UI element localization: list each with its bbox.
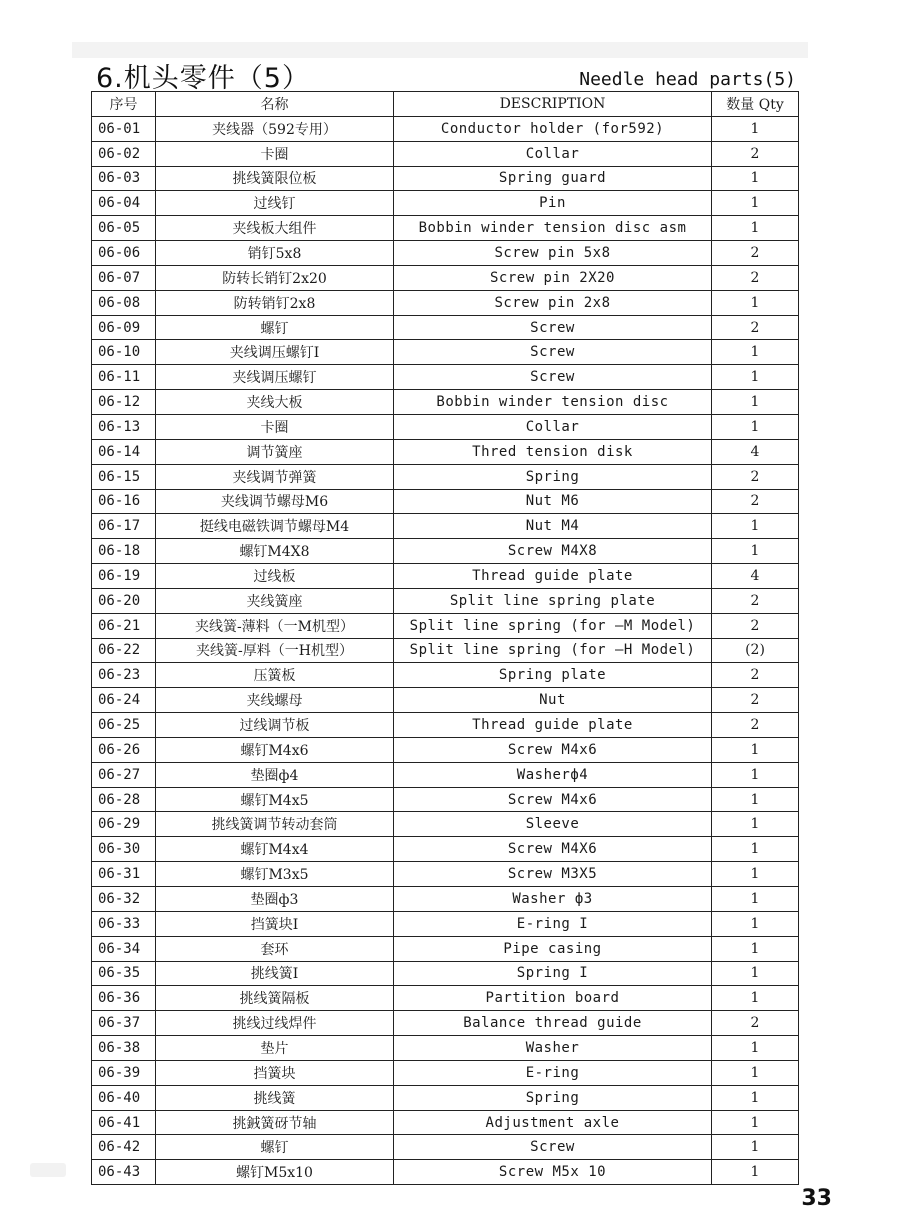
cell-description: Screw M3X5 <box>394 862 712 887</box>
cell-quantity: 1 <box>712 1110 799 1135</box>
cell-part-name: 夹线螺母 <box>156 688 394 713</box>
table-row <box>92 1011 799 1036</box>
cell-part-number: 06-28 <box>92 787 156 812</box>
cell-description: E-ring <box>394 1060 712 1085</box>
cell-description: Pipe casing <box>394 936 712 961</box>
cell-part-number: 06-27 <box>92 762 156 787</box>
column-header-number: 序号 <box>92 92 156 117</box>
table-row <box>92 887 799 912</box>
cell-quantity: 2 <box>712 688 799 713</box>
cell-part-number: 06-15 <box>92 464 156 489</box>
cell-part-name: 卡圈 <box>156 141 394 166</box>
cell-part-name: 螺钉 <box>156 1135 394 1160</box>
cell-quantity: 1 <box>712 514 799 539</box>
cell-description: Split line spring (for —M Model) <box>394 613 712 638</box>
cell-quantity: 2 <box>712 141 799 166</box>
cell-part-number: 06-02 <box>92 141 156 166</box>
cell-description: Screw pin 2X20 <box>394 265 712 290</box>
cell-part-number: 06-17 <box>92 514 156 539</box>
column-header-name: 名称 <box>156 92 394 117</box>
table-row <box>92 911 799 936</box>
cell-quantity: 4 <box>712 564 799 589</box>
cell-quantity: 1 <box>712 166 799 191</box>
cell-quantity: 1 <box>712 812 799 837</box>
table-row <box>92 390 799 415</box>
cell-description: Bobbin winder tension disc <box>394 390 712 415</box>
cell-quantity: 2 <box>712 489 799 514</box>
cell-part-name: 挑线簧限位板 <box>156 166 394 191</box>
cell-description: Thread guide plate <box>394 564 712 589</box>
table-row <box>92 862 799 887</box>
cell-quantity: 2 <box>712 588 799 613</box>
cell-quantity: 2 <box>712 241 799 266</box>
cell-part-number: 06-37 <box>92 1011 156 1036</box>
cell-part-name: 套环 <box>156 936 394 961</box>
cell-part-number: 06-39 <box>92 1060 156 1085</box>
table-row <box>92 191 799 216</box>
cell-part-name: 螺钉M4x5 <box>156 787 394 812</box>
cell-part-number: 06-43 <box>92 1160 156 1185</box>
cell-quantity: 1 <box>712 1036 799 1061</box>
cell-part-number: 06-12 <box>92 390 156 415</box>
column-header-quantity: 数量 Qty <box>712 92 799 117</box>
cell-description: Balance thread guide <box>394 1011 712 1036</box>
cell-part-number: 06-18 <box>92 539 156 564</box>
cell-description: Screw <box>394 340 712 365</box>
cell-quantity: 1 <box>712 539 799 564</box>
cell-part-number: 06-31 <box>92 862 156 887</box>
cell-part-number: 06-09 <box>92 315 156 340</box>
cell-quantity: 1 <box>712 340 799 365</box>
table-row <box>92 688 799 713</box>
cell-description: Split line spring plate <box>394 588 712 613</box>
cell-part-number: 06-26 <box>92 737 156 762</box>
cell-quantity: 2 <box>712 713 799 738</box>
cell-quantity: 1 <box>712 961 799 986</box>
table-row <box>92 564 799 589</box>
table-row <box>92 787 799 812</box>
cell-quantity: 2 <box>712 663 799 688</box>
cell-part-number: 06-38 <box>92 1036 156 1061</box>
cell-part-number: 06-22 <box>92 638 156 663</box>
cell-quantity: 1 <box>712 191 799 216</box>
cell-part-name: 夹线调节螺母M6 <box>156 489 394 514</box>
cell-description: Spring <box>394 464 712 489</box>
table-row <box>92 166 799 191</box>
cell-part-name: 夹线板大组件 <box>156 216 394 241</box>
cell-quantity: 1 <box>712 762 799 787</box>
cell-part-name: 挑线簧 <box>156 1085 394 1110</box>
cell-part-number: 06-01 <box>92 116 156 141</box>
table-row <box>92 514 799 539</box>
cell-quantity: 1 <box>712 1135 799 1160</box>
cell-part-number: 06-13 <box>92 414 156 439</box>
cell-part-number: 06-23 <box>92 663 156 688</box>
table-row <box>92 737 799 762</box>
section-title-chinese: 6.机头零件（5） <box>96 63 310 94</box>
cell-description: Screw M4x6 <box>394 787 712 812</box>
cell-part-name: 夹线调压螺钉I <box>156 340 394 365</box>
cell-part-name: 夹线簧座 <box>156 588 394 613</box>
cell-part-number: 06-07 <box>92 265 156 290</box>
table-row <box>92 588 799 613</box>
cell-description: Nut M6 <box>394 489 712 514</box>
cell-description: Spring <box>394 1085 712 1110</box>
cell-quantity: 2 <box>712 1011 799 1036</box>
cell-part-name: 挑线簧I <box>156 961 394 986</box>
cell-quantity: 1 <box>712 1085 799 1110</box>
cell-part-number: 06-33 <box>92 911 156 936</box>
cell-description: Washer <box>394 1036 712 1061</box>
cell-part-number: 06-34 <box>92 936 156 961</box>
cell-quantity: 1 <box>712 390 799 415</box>
cell-part-name: 垫圈ф3 <box>156 887 394 912</box>
cell-description: Split line spring (for —H Model) <box>394 638 712 663</box>
cell-quantity: 1 <box>712 216 799 241</box>
cell-quantity: 2 <box>712 464 799 489</box>
table-row <box>92 340 799 365</box>
cell-part-number: 06-08 <box>92 290 156 315</box>
table-row <box>92 414 799 439</box>
section-title-english: Needle head parts(5) <box>579 69 796 90</box>
cell-description: Spring plate <box>394 663 712 688</box>
cell-part-name: 螺钉 <box>156 315 394 340</box>
cell-part-number: 06-42 <box>92 1135 156 1160</box>
cell-description: Screw M4X8 <box>394 539 712 564</box>
page-number: 33 <box>801 1186 832 1211</box>
cell-part-name: 螺钉M3x5 <box>156 862 394 887</box>
cell-part-number: 06-03 <box>92 166 156 191</box>
table-row <box>92 762 799 787</box>
cell-description: Thred tension disk <box>394 439 712 464</box>
table-row <box>92 439 799 464</box>
table-row <box>92 1135 799 1160</box>
cell-part-name: 调节簧座 <box>156 439 394 464</box>
cell-description: Spring guard <box>394 166 712 191</box>
cell-part-number: 06-20 <box>92 588 156 613</box>
column-header-description: DESCRIPTION <box>394 92 712 117</box>
cell-description: Thread guide plate <box>394 713 712 738</box>
cell-part-name: 夹线簧-薄料（一M机型） <box>156 613 394 638</box>
cell-part-name: 螺钉M4X8 <box>156 539 394 564</box>
cell-part-number: 06-40 <box>92 1085 156 1110</box>
cell-description: Screw M5x 10 <box>394 1160 712 1185</box>
cell-part-name: 压簧板 <box>156 663 394 688</box>
cell-part-name: 夹线大板 <box>156 390 394 415</box>
cell-part-name: 挑线簧隔板 <box>156 986 394 1011</box>
cell-part-name: 挑线过线焊件 <box>156 1011 394 1036</box>
cell-description: E-ring I <box>394 911 712 936</box>
parts-table-body <box>92 116 799 1184</box>
table-row <box>92 986 799 1011</box>
table-row <box>92 365 799 390</box>
cell-part-number: 06-29 <box>92 812 156 837</box>
cell-part-number: 06-35 <box>92 961 156 986</box>
cell-description: Screw <box>394 1135 712 1160</box>
cell-quantity: 1 <box>712 414 799 439</box>
cell-description: Bobbin winder tension disc asm <box>394 216 712 241</box>
cell-quantity: 1 <box>712 1060 799 1085</box>
cell-description: Conductor holder (for592) <box>394 116 712 141</box>
table-row <box>92 1060 799 1085</box>
cell-description: Nut M4 <box>394 514 712 539</box>
table-row <box>92 837 799 862</box>
cell-part-name: 卡圈 <box>156 414 394 439</box>
cell-part-name: 夹线簧-厚料（一H机型） <box>156 638 394 663</box>
cell-part-number: 06-19 <box>92 564 156 589</box>
cell-quantity: 1 <box>712 1160 799 1185</box>
cell-part-name: 夹线器（592专用） <box>156 116 394 141</box>
table-row <box>92 1085 799 1110</box>
cell-part-name: 过线板 <box>156 564 394 589</box>
cell-quantity: 1 <box>712 936 799 961</box>
cell-part-name: 挺线电磁铁调节螺母M4 <box>156 514 394 539</box>
cell-quantity: 2 <box>712 315 799 340</box>
cell-part-name: 挑线簧调节转动套筒 <box>156 812 394 837</box>
cell-part-name: 防转销钉2x8 <box>156 290 394 315</box>
cell-quantity: 2 <box>712 613 799 638</box>
cell-quantity: 1 <box>712 887 799 912</box>
cell-part-number: 06-16 <box>92 489 156 514</box>
cell-part-name: 垫圈ф4 <box>156 762 394 787</box>
cell-part-number: 06-36 <box>92 986 156 1011</box>
cell-quantity: 1 <box>712 365 799 390</box>
cell-description: Screw M4X6 <box>394 837 712 862</box>
cell-part-name: 夹线调节弹簧 <box>156 464 394 489</box>
cell-part-name: 过线调节板 <box>156 713 394 738</box>
cell-part-number: 06-04 <box>92 191 156 216</box>
cell-quantity: 1 <box>712 290 799 315</box>
cell-part-name: 过线钉 <box>156 191 394 216</box>
cell-quantity: 2 <box>712 265 799 290</box>
cell-description: Screw M4x6 <box>394 737 712 762</box>
table-row <box>92 265 799 290</box>
table-row <box>92 936 799 961</box>
table-row <box>92 241 799 266</box>
cell-part-number: 06-05 <box>92 216 156 241</box>
cell-quantity: 1 <box>712 787 799 812</box>
table-row <box>92 713 799 738</box>
table-row <box>92 613 799 638</box>
cell-quantity: 4 <box>712 439 799 464</box>
cell-part-number: 06-32 <box>92 887 156 912</box>
cell-part-name: 挡簧块I <box>156 911 394 936</box>
cell-description: Spring I <box>394 961 712 986</box>
cell-description: Nut <box>394 688 712 713</box>
table-row <box>92 290 799 315</box>
cell-part-number: 06-06 <box>92 241 156 266</box>
cell-quantity: (2) <box>712 638 799 663</box>
table-row <box>92 663 799 688</box>
cell-part-number: 06-25 <box>92 713 156 738</box>
cell-part-name: 螺钉M4x4 <box>156 837 394 862</box>
table-row <box>92 1160 799 1185</box>
cell-description: Screw <box>394 365 712 390</box>
cell-part-number: 06-14 <box>92 439 156 464</box>
cell-description: Screw pin 5x8 <box>394 241 712 266</box>
cell-quantity: 1 <box>712 986 799 1011</box>
cell-description: Pin <box>394 191 712 216</box>
cell-description: Screw <box>394 315 712 340</box>
cell-description: Adjustment axle <box>394 1110 712 1135</box>
cell-description: Collar <box>394 141 712 166</box>
cell-part-number: 06-21 <box>92 613 156 638</box>
table-row <box>92 464 799 489</box>
cell-part-name: 夹线调压螺钉 <box>156 365 394 390</box>
cell-quantity: 1 <box>712 837 799 862</box>
cell-part-name: 螺钉M4x6 <box>156 737 394 762</box>
cell-part-name: 防转长销钉2x20 <box>156 265 394 290</box>
cell-part-number: 06-11 <box>92 365 156 390</box>
cell-part-number: 06-41 <box>92 1110 156 1135</box>
cell-part-name: 挑銊簧砑节轴 <box>156 1110 394 1135</box>
cell-description: Collar <box>394 414 712 439</box>
cell-description: Sleeve <box>394 812 712 837</box>
table-row <box>92 489 799 514</box>
cell-description: Washerф4 <box>394 762 712 787</box>
cell-part-number: 06-30 <box>92 837 156 862</box>
cell-description: Partition board <box>394 986 712 1011</box>
cell-part-number: 06-10 <box>92 340 156 365</box>
page-edge-mark <box>30 1163 66 1177</box>
cell-quantity: 1 <box>712 862 799 887</box>
table-header-row <box>92 92 799 117</box>
table-row <box>92 539 799 564</box>
cell-part-number: 06-24 <box>92 688 156 713</box>
table-row <box>92 116 799 141</box>
table-row <box>92 638 799 663</box>
cell-quantity: 1 <box>712 911 799 936</box>
table-row <box>92 1036 799 1061</box>
table-row <box>92 1110 799 1135</box>
table-row <box>92 141 799 166</box>
parts-table <box>91 91 799 1185</box>
table-row <box>92 315 799 340</box>
cell-quantity: 1 <box>712 116 799 141</box>
table-row <box>92 216 799 241</box>
cell-description: Washer ф3 <box>394 887 712 912</box>
cell-part-name: 挡簧块 <box>156 1060 394 1085</box>
cell-part-name: 垫片 <box>156 1036 394 1061</box>
cell-quantity: 1 <box>712 737 799 762</box>
cell-description: Screw pin 2x8 <box>394 290 712 315</box>
table-row <box>92 961 799 986</box>
cell-part-name: 销钉5x8 <box>156 241 394 266</box>
cell-part-name: 螺钉M5x10 <box>156 1160 394 1185</box>
table-row <box>92 812 799 837</box>
